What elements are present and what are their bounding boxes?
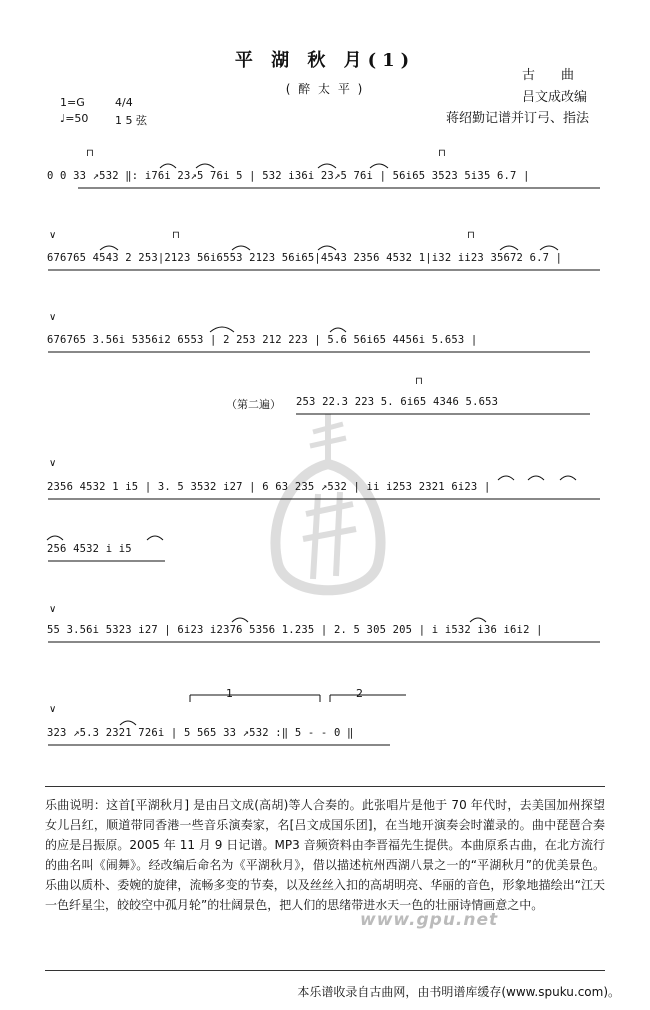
svg-text:∨: ∨ <box>49 230 57 241</box>
divider-bottom <box>45 970 605 971</box>
svg-text:⊓: ⊓ <box>172 230 180 241</box>
score-line-5: 256 4532 i i5 <box>47 543 132 555</box>
svg-text:⊓: ⊓ <box>415 376 423 387</box>
tempo-marking: ♩=50 <box>60 112 89 125</box>
string-tuning: 1 5 弦 <box>115 114 147 127</box>
score-line-3: 676765 3.56i 5356i2 6553 | 2 253 212 223 | 5.6 56i65 4456i 5.653 | <box>47 334 478 346</box>
piece-explanation <box>45 795 605 915</box>
score-title: 平 湖 秋 月(1) <box>234 50 416 71</box>
transcriber-credit: 蒋绍勤记谱并订弓、指法 <box>446 111 590 126</box>
explanation-text: 这首[平湖秋月] 是由吕文成(高胡)等人合奏的。此张唱片是他于 70 年代时，去美国加州探望女儿吕红，顺道带同香港一些音乐演奏家，名[吕文成国乐团]，在当地开演奏会时灌录的。曲中琵琶合奏的应是吕振原。2005 年 11 月 9 日记谱。MP3 音频资料由李晋福先生提供。本曲原系古曲，在北方流行的曲名叫《闹舞》。经改编后命名为《平湖秋月》，借以描述杭州西湖八景之一的“平湖秋月”的优美景色。乐曲以质朴、委婉的旋律，流畅多变的节奏，以及丝丝入扣的高胡明亮、华丽的音色，形象地描绘出“江天一色纤星尘，皎皎空中孤月轮”的壮阔景色，把人们的思绪带进水天一色的壮丽诗情画意之中。 <box>45 798 605 912</box>
volta-second-label: 2 <box>356 687 363 700</box>
source-footer: 本乐谱收录自古曲网，由书明谱库缓存(www.spuku.com)。 <box>297 985 620 999</box>
svg-text:⊓: ⊓ <box>86 148 94 159</box>
explanation-label: 乐曲说明： <box>45 798 107 812</box>
second-pass-label: （第二遍） <box>226 398 281 411</box>
svg-text:⊓: ⊓ <box>467 230 475 241</box>
score-line-1: 0 0 33 ↗532 ‖: i76i 23↗5 76i 5 | 532 i36i 23↗5 76i | 56i65 3523 5i35 6.7 | <box>47 170 530 182</box>
svg-text:∨: ∨ <box>49 704 57 715</box>
time-signature: 4/4 <box>115 96 133 109</box>
origin-credit: 古 曲 <box>522 68 575 83</box>
score-line-2: 676765 4543 2 253|2123 56i6553 2123 56i65|4543 2356 4532 1|i32 ii23 35672 6.7 | <box>47 252 563 264</box>
second-pass-notes: 253 22.3 223 5. 6i65 4346 5.653 <box>296 396 499 408</box>
divider-top <box>45 786 605 787</box>
svg-text:⊓: ⊓ <box>438 148 446 159</box>
volta-first-label: 1 <box>226 687 233 700</box>
svg-text:∨: ∨ <box>49 604 57 615</box>
key-signature: 1=G <box>60 96 85 109</box>
arranger-credit: 吕文成改编 <box>522 90 588 105</box>
score-line-6: 55 3.56i 5323 i27 | 6i23 i2376 5356 1.235 | 2. 5 305 205 | i i532 i36 i6i2 | <box>47 624 543 636</box>
score-subtitle: ( 醉 太 平 ) <box>285 82 365 96</box>
score-line-4: 2356 4532 1 i5 | 3. 5 3532 i27 | 6 63 235 ↗532 | ii i253 2321 6i23 | <box>47 481 491 493</box>
watermark-url: www.gpu.net <box>360 910 499 930</box>
score-line-7: 323 ↗5.3 2321 726i | 5 565 33 ↗532 :‖ 5 - - 0 ‖ <box>47 727 354 739</box>
svg-text:∨: ∨ <box>49 312 57 323</box>
svg-text:∨: ∨ <box>49 458 57 469</box>
